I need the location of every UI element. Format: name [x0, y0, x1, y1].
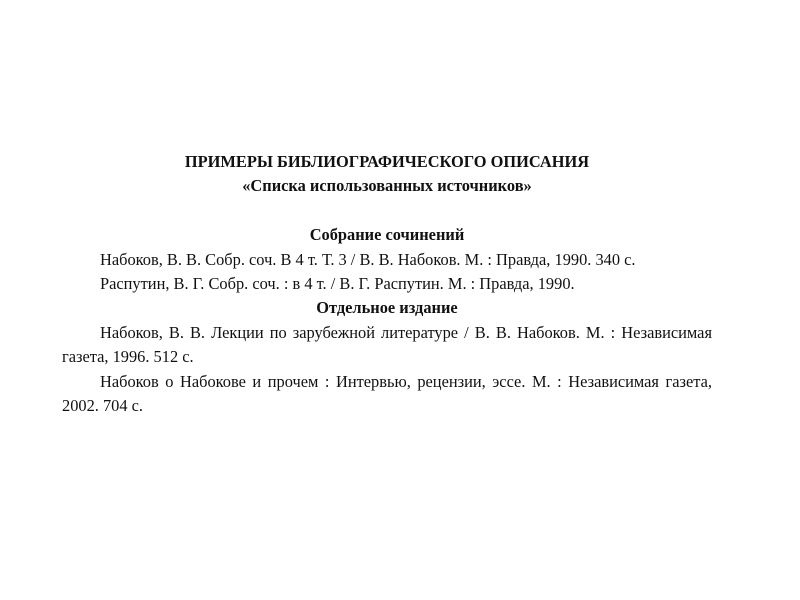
- spacer: [62, 199, 712, 223]
- document-subtitle: «Списка использованных источников»: [242, 176, 532, 196]
- bibliography-entry: Набоков, В. В. Собр. соч. В 4 т. Т. 3 / В. В. Набоков. М. : Правда, 1990. 340 с.: [100, 249, 636, 269]
- bibliography-entry: Распутин, В. Г. Собр. соч. : в 4 т. / В. Г. Распутин. М. : Правда, 1990.: [100, 274, 575, 294]
- document-body: [62, 150, 712, 418]
- bibliography-entry: Набоков, В. В. Лекции по зарубежной литературе / В. В. Набоков. М. : Независимая газета, 1996. 512 с.: [62, 322, 712, 367]
- bibliography-entry: Набоков о Набокове и прочем : Интервью, рецензии, эссе. М. : Независимая газета, 2002. 704 с.: [62, 371, 712, 416]
- section-heading-collected-works: Собрание сочинений: [309, 225, 465, 245]
- document-title: ПРИМЕРЫ БИБЛИОГРАФИЧЕСКОГО ОПИСАНИЯ: [184, 152, 590, 171]
- section-heading-separate-edition: Отдельное издание: [316, 298, 458, 318]
